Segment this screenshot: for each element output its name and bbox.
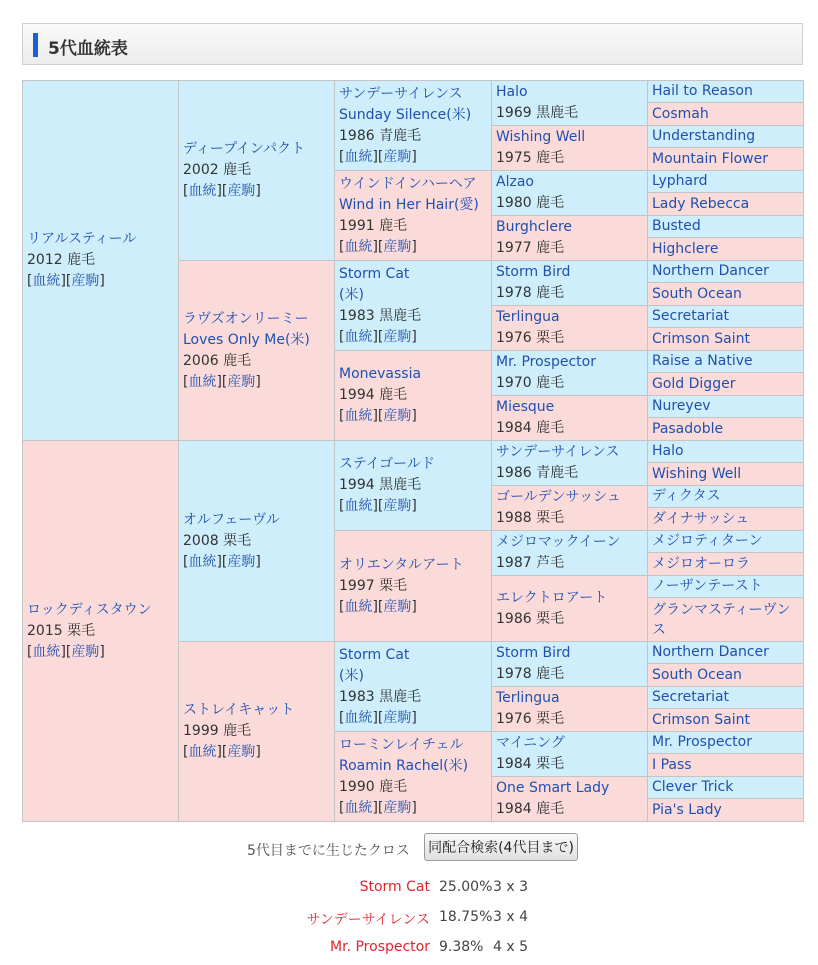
pedigree-g4-cell [492,777,648,822]
horse-name-link[interactable]: Busted [652,218,701,234]
offspring-link[interactable]: 産駒 [227,183,256,199]
pedigree-g5-cell [648,148,804,171]
pedigree-g5-cell [648,193,804,216]
pedigree-g4-cell [492,306,648,351]
horse-birth-info: 2015 栗毛 [27,622,96,639]
horse-birth-info: 1969 黒鹿毛 [496,105,579,121]
horse-foreign-name: Loves Only Me(米) [183,331,310,348]
horse-birth-info: 2008 栗毛 [183,532,252,549]
pedigree-g5-cell [648,171,804,193]
pedigree-link[interactable]: 血統 [188,553,217,570]
pedigree-link[interactable]: 血統 [344,328,373,345]
pedigree-g2-cell: ストレイキャット 1999 鹿毛 [血統][産駒] [179,642,335,822]
pedigree-g5-cell [648,576,804,598]
pedigree-g5-cell [648,373,804,396]
pedigree-g3-cell: Monevassia 1994 鹿毛 [血統][産駒] [335,351,492,441]
horse-foreign-name: Roamin Rachel(米) [339,757,469,774]
horse-name-link[interactable]: Mr. Prospector [496,354,596,370]
horse-name-link[interactable]: Storm Cat [339,265,410,282]
pedigree-g5-cell [648,328,804,351]
horse-name-link[interactable]: Storm Bird [496,264,571,280]
pedigree-link[interactable]: 血統 [32,643,61,660]
pedigree-g4-cell [492,441,648,486]
section-title: 5代血統表 [48,39,128,59]
horse-birth-info: 1976 栗毛 [496,330,565,346]
cross-horse-link[interactable]: Mr. Prospector [330,939,430,955]
cross-percent: 9.38% [439,939,484,955]
header-accent-bar [33,33,38,57]
horse-name-link[interactable]: ノーザンテースト [652,578,763,594]
horse-name-link[interactable]: Gold Digger [652,375,736,392]
horse-name-link[interactable]: South Ocean [652,666,742,683]
pedigree-g3-cell: ローミンレイチェル Roamin Rachel(米) 1990 鹿毛 [血統][産駒] [335,732,492,822]
pedigree-g5-cell [648,441,804,463]
horse-birth-info: 1987 芦毛 [496,555,565,571]
horse-name-link[interactable]: Understanding [652,128,756,144]
pedigree-g5-cell [648,642,804,664]
pedigree-g4-cell [492,576,648,642]
horse-name-link[interactable]: メジロオーロラ [652,555,750,572]
pedigree-link[interactable]: 血統 [188,373,217,390]
cross-row [0,909,818,931]
horse-birth-info: 1978 鹿毛 [496,285,565,301]
pedigree-g5-cell [648,216,804,238]
pedigree-g3-cell: Storm Cat (米) 1983 黒鹿毛 [血統][産駒] [335,261,492,351]
pedigree-sire: リアルスティール 2012 鹿毛 [血統][産駒] [23,81,179,441]
pedigree-g4-cell [492,81,648,126]
pedigree-g5-cell [648,261,804,283]
horse-birth-info: 1984 栗毛 [496,756,565,772]
horse-birth-info: 1980 鹿毛 [496,195,565,211]
horse-name-link[interactable]: I Pass [652,756,692,773]
horse-name-link[interactable]: Miesque [496,399,555,415]
pedigree-g5-cell [648,799,804,822]
cross-generation: 3 x 4 [493,909,528,925]
horse-name-link[interactable]: Terlingua [496,690,560,706]
horse-name-link[interactable]: Lyphard [652,173,708,189]
horse-birth-info: 1983 黒鹿毛 [339,307,422,324]
horse-name-link[interactable]: Mountain Flower [652,150,768,167]
cross-row [0,879,818,901]
pedigree-g2-cell: オルフェーヴル 2008 栗毛 [血統][産駒] [179,441,335,642]
horse-name-link[interactable]: グランマスティーヴンス [652,601,791,638]
horse-name-link[interactable]: ストレイキャット [183,702,295,718]
cross-percent: 25.00% [439,879,493,895]
pedigree-g5-cell [648,486,804,508]
pedigree-g5-cell [648,396,804,418]
horse-name-link[interactable]: リアルスティール [27,231,137,247]
horse-birth-info: 1970 鹿毛 [496,375,565,391]
pedigree-g4-cell [492,126,648,171]
pedigree-g4-cell [492,732,648,777]
pedigree-g4-cell [492,486,648,531]
horse-birth-info: 2012 鹿毛 [27,252,96,268]
horse-birth-info: 1984 鹿毛 [496,420,565,436]
horse-name-link[interactable]: ディクタス [652,488,721,504]
pedigree-g5-cell [648,81,804,103]
cross-row [0,939,818,961]
cross-horse-link[interactable]: Storm Cat [359,879,430,895]
pedigree-link[interactable]: 血統 [188,183,217,199]
horse-name-link[interactable]: Cosmah [652,105,709,122]
pedigree-g5-cell [648,283,804,306]
horse-name-link[interactable]: ローミンレイチェル [339,736,464,753]
horse-name-link[interactable]: Terlingua [496,309,560,325]
pedigree-g4-cell [492,171,648,216]
horse-name-link[interactable]: Northern Dancer [652,644,769,660]
horse-name-link[interactable]: Wishing Well [496,129,586,145]
horse-name-link[interactable]: Monevassia [339,366,422,382]
pedigree-g3-cell: オリエンタルアート 1997 栗毛 [血統][産駒] [335,531,492,642]
offspring-link[interactable]: 産駒 [383,709,412,726]
pedigree-g3-cell: Storm Cat (米) 1983 黒鹿毛 [血統][産駒] [335,642,492,732]
horse-birth-info: 1988 栗毛 [496,510,565,526]
pedigree-g5-cell [648,687,804,709]
horse-name-link[interactable]: ゴールデンサッシュ [496,489,621,505]
offspring-link[interactable]: 産駒 [383,598,412,615]
offspring-link[interactable]: 産駒 [383,148,412,165]
cross-label: 5代目までに生じたクロス [247,843,410,859]
pedigree-g4-cell [492,261,648,306]
horse-birth-info: 1986 青鹿毛 [339,127,422,144]
pedigree-g5-cell [648,463,804,486]
pedigree-g3-cell: サンデーサイレンス Sunday Silence(米) 1986 青鹿毛 [血統][産駒] [335,81,492,171]
horse-name-link[interactable]: サンデーサイレンス [339,85,463,102]
pedigree-g5-cell [648,508,804,531]
horse-name-link[interactable]: オリエンタルアート [339,556,464,573]
pedigree-link[interactable]: 血統 [344,408,373,424]
pedigree-g4-cell [492,687,648,732]
offspring-link[interactable]: 産駒 [383,799,412,816]
horse-name-link[interactable]: エレクトロアート [496,589,608,606]
pedigree-g5-cell [648,103,804,126]
pedigree-g5-cell [648,351,804,373]
offspring-link[interactable]: 産駒 [383,408,412,424]
horse-name-link[interactable]: Pia's Lady [652,801,722,818]
horse-birth-info: 1994 黒鹿毛 [339,477,422,493]
cross-percent: 18.75% [439,909,493,925]
horse-name-link[interactable]: Alzao [496,174,534,190]
horse-name-link[interactable]: オルフェーヴル [183,511,280,528]
pedigree-g5-cell [648,754,804,777]
horse-name-link[interactable]: マイニング [496,735,565,751]
horse-birth-info: 2002 鹿毛 [183,162,252,178]
pedigree-link[interactable]: 血統 [344,598,373,615]
pedigree-link[interactable]: 血統 [344,148,373,165]
pedigree-g5-cell [648,126,804,148]
horse-name-link[interactable]: ロックディスタウン [27,601,152,618]
horse-birth-info: 1997 栗毛 [339,577,408,594]
pedigree-g3-cell: ウインドインハーヘア Wind in Her Hair(愛) 1991 鹿毛 [血統][産駒] [335,171,492,261]
pedigree-g3-cell: ステイゴールド 1994 黒鹿毛 [血統][産駒] [335,441,492,531]
section-header [22,23,803,65]
offspring-link[interactable]: 産駒 [383,328,412,345]
horse-name-link[interactable]: Halo [652,443,684,459]
horse-name-link[interactable]: Storm Cat [339,646,410,663]
pedigree-link[interactable]: 血統 [344,799,373,816]
pedigree-g2-cell: ディープインパクト 2002 鹿毛 [血統][産駒] [179,81,335,261]
horse-birth-info: 2006 鹿毛 [183,352,252,369]
cross-generation: 3 x 3 [493,879,528,895]
horse-birth-info: 1990 鹿毛 [339,778,408,795]
horse-name-link[interactable]: Secretariat [652,689,730,705]
offspring-link[interactable]: 産駒 [227,744,256,760]
pedigree-dam: ロックディスタウン 2015 栗毛 [血統][産駒] [23,441,179,822]
pedigree-g4-cell [492,642,648,687]
horse-name-link[interactable]: ウインドインハーヘア [339,175,477,192]
horse-birth-info: 1978 鹿毛 [496,666,565,682]
horse-name-link[interactable]: Northern Dancer [652,263,769,279]
horse-name-link[interactable]: Wishing Well [652,465,742,482]
pedigree-link[interactable]: 血統 [188,744,217,760]
pedigree-g5-cell [648,306,804,328]
horse-birth-info: 1986 栗毛 [496,610,565,627]
horse-name-link[interactable]: Hail to Reason [652,83,753,99]
pedigree-g2-cell: ラヴズオンリーミー Loves Only Me(米) 2006 鹿毛 [血統][産駒] [179,261,335,441]
pedigree-g4-cell [492,216,648,261]
horse-birth-info: 1999 鹿毛 [183,723,252,739]
horse-name-link[interactable]: Nureyev [652,398,711,414]
horse-name-link[interactable]: メジロマックイーン [496,534,621,550]
pedigree-g5-cell [648,531,804,553]
pedigree-link[interactable]: 血統 [344,709,373,726]
same-combination-search-button[interactable]: 同配合検索(4代目まで) [424,833,578,861]
horse-name-link[interactable]: ステイゴールド [339,456,435,472]
horse-name-link[interactable]: ダイナサッシュ [652,510,750,527]
pedigree-table [22,80,804,822]
pedigree-g4-cell [492,531,648,576]
pedigree-g5-cell [648,598,804,642]
horse-foreign-name: (米) [339,286,364,303]
offspring-link[interactable]: 産駒 [383,498,412,514]
horse-name-link[interactable]: メジロティターン [652,533,763,549]
horse-name-link[interactable]: Clever Trick [652,779,734,795]
horse-birth-info: 1983 黒鹿毛 [339,688,422,705]
horse-birth-info: 1986 青鹿毛 [496,465,579,481]
pedigree-g5-cell [648,553,804,576]
pedigree-link[interactable]: 血統 [344,498,373,514]
horse-foreign-name: Wind in Her Hair(愛) [339,196,479,213]
pedigree-g5-cell [648,418,804,441]
horse-name-link[interactable]: ディープインパクト [183,141,305,157]
horse-name-link[interactable]: Burghclere [496,219,573,235]
horse-name-link[interactable]: Mr. Prospector [652,734,752,750]
horse-birth-info: 1976 栗毛 [496,711,565,727]
offspring-link[interactable]: 産駒 [227,553,256,570]
pedigree-g5-cell [648,709,804,732]
pedigree-g5-cell [648,664,804,687]
pedigree-link[interactable]: 血統 [344,238,373,255]
offspring-link[interactable]: 産駒 [227,373,256,390]
pedigree-g4-cell [492,396,648,441]
pedigree-g5-cell [648,732,804,754]
cross-generation: 4 x 5 [493,939,528,955]
horse-name-link[interactable]: South Ocean [652,285,742,302]
horse-name-link[interactable]: Halo [496,84,528,100]
horse-name-link[interactable]: ラヴズオンリーミー [183,310,309,327]
horse-name-link[interactable]: One Smart Lady [496,780,610,796]
horse-name-link[interactable]: Secretariat [652,308,730,324]
pedigree-g5-cell [648,777,804,799]
pedigree-g4-cell [492,351,648,396]
horse-name-link[interactable]: Crimson Saint [652,330,750,347]
horse-name-link[interactable]: Highclere [652,240,719,257]
offspring-link[interactable]: 産駒 [71,273,100,289]
horse-name-link[interactable]: サンデーサイレンス [496,444,620,460]
horse-name-link[interactable]: Crimson Saint [652,711,750,728]
horse-birth-info: 1975 鹿毛 [496,150,565,166]
horse-birth-info: 1977 鹿毛 [496,240,565,256]
horse-name-link[interactable]: Lady Rebecca [652,195,750,212]
pedigree-g5-cell [648,238,804,261]
horse-name-link[interactable]: Raise a Native [652,353,753,369]
horse-name-link[interactable]: Storm Bird [496,645,571,661]
cross-horse-link[interactable]: サンデーサイレンス [306,912,430,928]
horse-foreign-name: Sunday Silence(米) [339,106,472,123]
horse-name-link[interactable]: Pasadoble [652,420,724,437]
horse-birth-info: 1991 鹿毛 [339,217,408,234]
offspring-link[interactable]: 産駒 [383,238,412,255]
horse-birth-info: 1994 鹿毛 [339,387,408,403]
offspring-link[interactable]: 産駒 [71,643,100,660]
pedigree-link[interactable]: 血統 [32,273,61,289]
horse-foreign-name: (米) [339,667,364,684]
horse-birth-info: 1984 鹿毛 [496,801,565,817]
